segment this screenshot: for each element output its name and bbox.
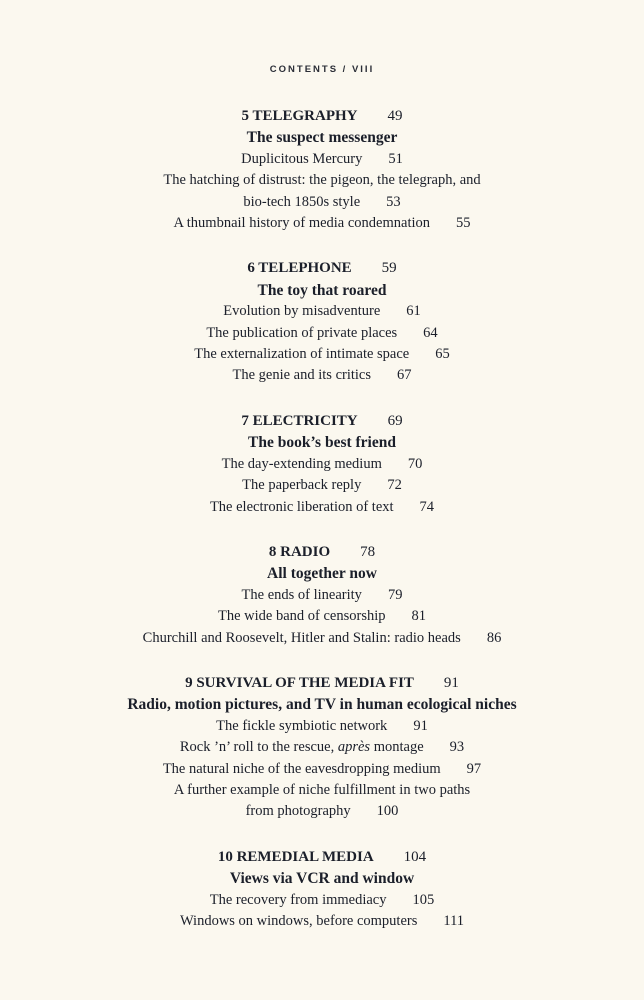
chapter-subtitle: The toy that roared xyxy=(257,281,387,299)
chapter-title: 7 ELECTRICITY xyxy=(241,412,358,429)
entry-page-number: 79 xyxy=(387,586,403,603)
chapter-subtitle: Views via VCR and window xyxy=(229,870,415,888)
entry-page-number: 100 xyxy=(376,803,399,820)
entry-page-number: 91 xyxy=(413,717,428,734)
chapter-title: 8 RADIO xyxy=(268,543,331,560)
chapter-subtitle: All together now xyxy=(267,565,377,583)
toc-entry xyxy=(0,890,644,911)
chapter-title: 5 TELEGRAPHY xyxy=(241,108,358,124)
toc-entry xyxy=(0,759,644,780)
entry-page-number: 65 xyxy=(435,346,450,363)
chapter-page-number: 78 xyxy=(360,543,376,560)
entry-page-number: 61 xyxy=(406,303,421,320)
toc-entry xyxy=(0,737,644,758)
entry-page-number: 105 xyxy=(412,891,435,908)
toc-entry xyxy=(0,365,644,386)
chapter-subtitle: Radio, motion pictures, and TV in human ecological niches xyxy=(127,696,517,714)
entry-page-number: 81 xyxy=(411,608,426,625)
chapter-section xyxy=(0,106,644,234)
entry-title: The genie and its critics xyxy=(232,367,371,384)
toc-entry xyxy=(0,454,644,475)
entry-title: The ends of linearity xyxy=(241,586,362,603)
entry-page-number: 70 xyxy=(407,455,423,472)
chapter-section xyxy=(0,542,644,649)
chapter-page-number: 59 xyxy=(381,260,397,277)
toc-entry xyxy=(0,497,644,518)
entry-title: The fickle symbiotic network xyxy=(216,717,388,734)
toc-entry xyxy=(0,323,644,344)
entry-page-number: 53 xyxy=(386,193,401,210)
entry-page-number: 64 xyxy=(423,324,438,341)
chapter-section xyxy=(0,258,644,386)
entry-title: Duplicitous Mercury xyxy=(241,150,363,167)
toc-entry xyxy=(0,801,644,822)
chapter-page-number: 49 xyxy=(387,108,403,124)
entry-title: The paperback reply xyxy=(242,477,362,494)
entry-title: Evolution by misadventure xyxy=(223,303,381,320)
entry-page-number: 74 xyxy=(419,498,435,515)
entry-title: Windows on windows, before computers xyxy=(179,913,418,929)
chapter-heading xyxy=(0,673,644,694)
chapter-page-number: 104 xyxy=(403,848,427,865)
entry-title: Rock ’n’ roll to the rescue, après montage xyxy=(179,739,424,756)
chapter-page-number: 69 xyxy=(387,412,403,429)
entry-title: The day-extending medium xyxy=(221,455,382,472)
entry-page-number: 111 xyxy=(443,913,465,929)
toc-entry xyxy=(0,780,644,801)
entry-title: The wide band of censorship xyxy=(217,608,386,625)
chapter-title: 10 REMEDIAL MEDIA xyxy=(217,848,374,865)
entry-title: bio-tech 1850s style xyxy=(243,193,361,210)
entry-page-number: 97 xyxy=(466,760,482,777)
entry-page-number: 93 xyxy=(449,739,465,756)
toc-entry xyxy=(0,344,644,365)
chapter-section xyxy=(0,411,644,518)
chapter-heading xyxy=(0,847,644,868)
entry-title: The hatching of distrust: the pigeon, the telegraph, and xyxy=(163,172,481,189)
toc-entry xyxy=(0,170,644,191)
chapter-heading xyxy=(0,411,644,432)
table-of-contents xyxy=(0,106,644,956)
chapter-subtitle: The book’s best friend xyxy=(248,434,396,452)
entry-page-number: 51 xyxy=(388,150,403,167)
entry-title: Churchill and Roosevelt, Hitler and Stalin: radio heads xyxy=(142,629,461,646)
entry-title: from photography xyxy=(245,803,351,820)
toc-entry xyxy=(0,475,644,496)
toc-entry xyxy=(0,911,644,932)
entry-page-number: 86 xyxy=(486,629,502,646)
entry-page-number: 72 xyxy=(387,477,402,494)
entry-title: The natural niche of the eavesdropping medium xyxy=(162,760,441,777)
chapter-section xyxy=(0,673,644,823)
chapter-heading xyxy=(0,106,644,127)
toc-entry xyxy=(0,585,644,606)
chapter-section xyxy=(0,847,644,933)
running-head: CONTENTS / VIII xyxy=(269,64,375,75)
toc-entry xyxy=(0,716,644,737)
entry-title: The externalization of intimate space xyxy=(194,346,410,363)
chapter-subtitle: The suspect messenger xyxy=(246,129,398,147)
entry-title: A thumbnail history of media condemnation xyxy=(173,215,431,232)
toc-entry xyxy=(0,301,644,322)
chapter-title: 9 SURVIVAL OF THE MEDIA FIT xyxy=(185,674,414,691)
chapter-title: 6 TELEPHONE xyxy=(247,260,352,277)
toc-entry xyxy=(0,628,644,649)
toc-entry xyxy=(0,213,644,234)
entry-title: A further example of niche fulfillment in two paths xyxy=(173,781,471,798)
chapter-heading xyxy=(0,258,644,279)
entry-page-number: 55 xyxy=(456,215,471,232)
toc-entry xyxy=(0,192,644,213)
toc-entry xyxy=(0,149,644,170)
entry-title: The recovery from immediacy xyxy=(209,891,387,908)
entry-title: The electronic liberation of text xyxy=(209,498,394,515)
chapter-page-number: 91 xyxy=(443,674,459,691)
entry-page-number: 67 xyxy=(397,367,412,384)
chapter-heading xyxy=(0,542,644,563)
entry-title: The publication of private places xyxy=(206,324,398,341)
toc-entry xyxy=(0,606,644,627)
